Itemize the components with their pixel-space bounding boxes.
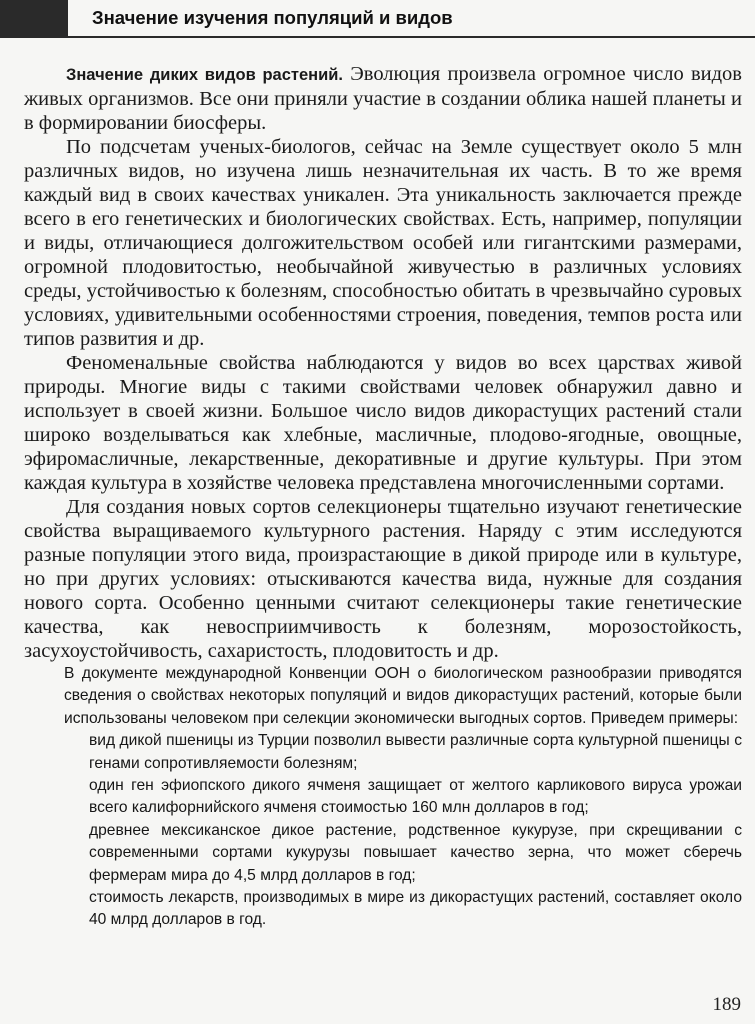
paragraph-2: По подсчетам ученых-биологов, сейчас на Земле существует около 5 млн различных видов, но изучена лишь незначительная их часть. В то же время каждый вид в своих качествах уникален. Эта уникальность заключается прежде всего в его генетических и биологических свойствах. Есть, например, популяции и виды, отличающиеся долгожительством особей или гигантскими размерами, огромной плодовитостью, необычайной живучестью в различных условиях среды, устойчивостью к болезням, способностью обитать в чрезвычайно суровых условиях, удивительными особенностями строения, поведения, темпов роста или типов развития и др. xyxy=(24,136,742,350)
main-text xyxy=(24,62,742,663)
list-item: вид дикой пшеницы из Турции позволил вывести различные сорта культурной пшеницы с генами сопротивляемости болезням; xyxy=(89,732,742,772)
list-item: стоимость лекарств, производимых в мире из дикорастущих растений, составляет около 40 млрд долларов в год. xyxy=(89,889,742,929)
page-title: Значение изучения популяций и видов xyxy=(92,7,453,28)
paragraph-1 xyxy=(24,62,742,135)
header-rule xyxy=(68,36,755,38)
list-item: древнее мексиканское дикое растение, родственное кукурузе, при скрещивании с современными сортами кукурузы повышает качество зерна, что может сберечь фермерам мира до 4,5 млрд долларов в год; xyxy=(89,821,742,884)
examples-list xyxy=(64,730,742,932)
page-number: 189 xyxy=(712,994,741,1015)
paragraph-4: Для создания новых сортов селекционеры тщательно изучают генетические свойства выращиваемого культурного растения. Наряду с этим исследуются разные популяции этого вида, произрастающие в дикой природе или в культуре, но при других условиях: отыскиваются качества вида, нужные для создания нового сорта. Особенно ценными считают селекционеры такие генетические качества, как невосприимчивость к болезням, морозостойкость, засухоустойчивость, сахаристость, плодовитость и др. xyxy=(24,496,742,662)
paragraph-1-text: Эволюция произвела огромное число видов живых организмов. Все они приняли участие в создании облика нашей планеты и в формировании биосферы. xyxy=(24,63,742,134)
paragraph-3: Феноменальные свойства наблюдаются у видов во всех царствах живой природы. Многие виды с такими свойствами человек обнаружил давно и использует в своей жизни. Большое число видов дикорастущих растений стали широко возделываться как хлебные, масличные, плодово-ягодные, овощные, эфиромасличные, лекарственные, декоративные и другие культуры. При этом каждая культура в хозяйстве человека представлена многочисленными сортами. xyxy=(24,352,742,494)
info-box-intro: В документе международной Конвенции ООН о биологическом разнообразии приводятся сведения о свойствах некоторых популяций и видов дикорастущих растений, которые были использованы человеком при селекции экономически выгодных сортов. Приведем примеры: xyxy=(64,665,742,727)
section-lead: Значение диких видов растений. xyxy=(66,66,343,84)
info-box xyxy=(64,663,742,932)
header-block xyxy=(0,0,68,38)
list-item: один ген эфиопского дикого ячменя защищает от желтого карликового вируса урожаи всего калифорнийского ячменя стоимостью 160 млн долларов в год; xyxy=(89,777,742,817)
